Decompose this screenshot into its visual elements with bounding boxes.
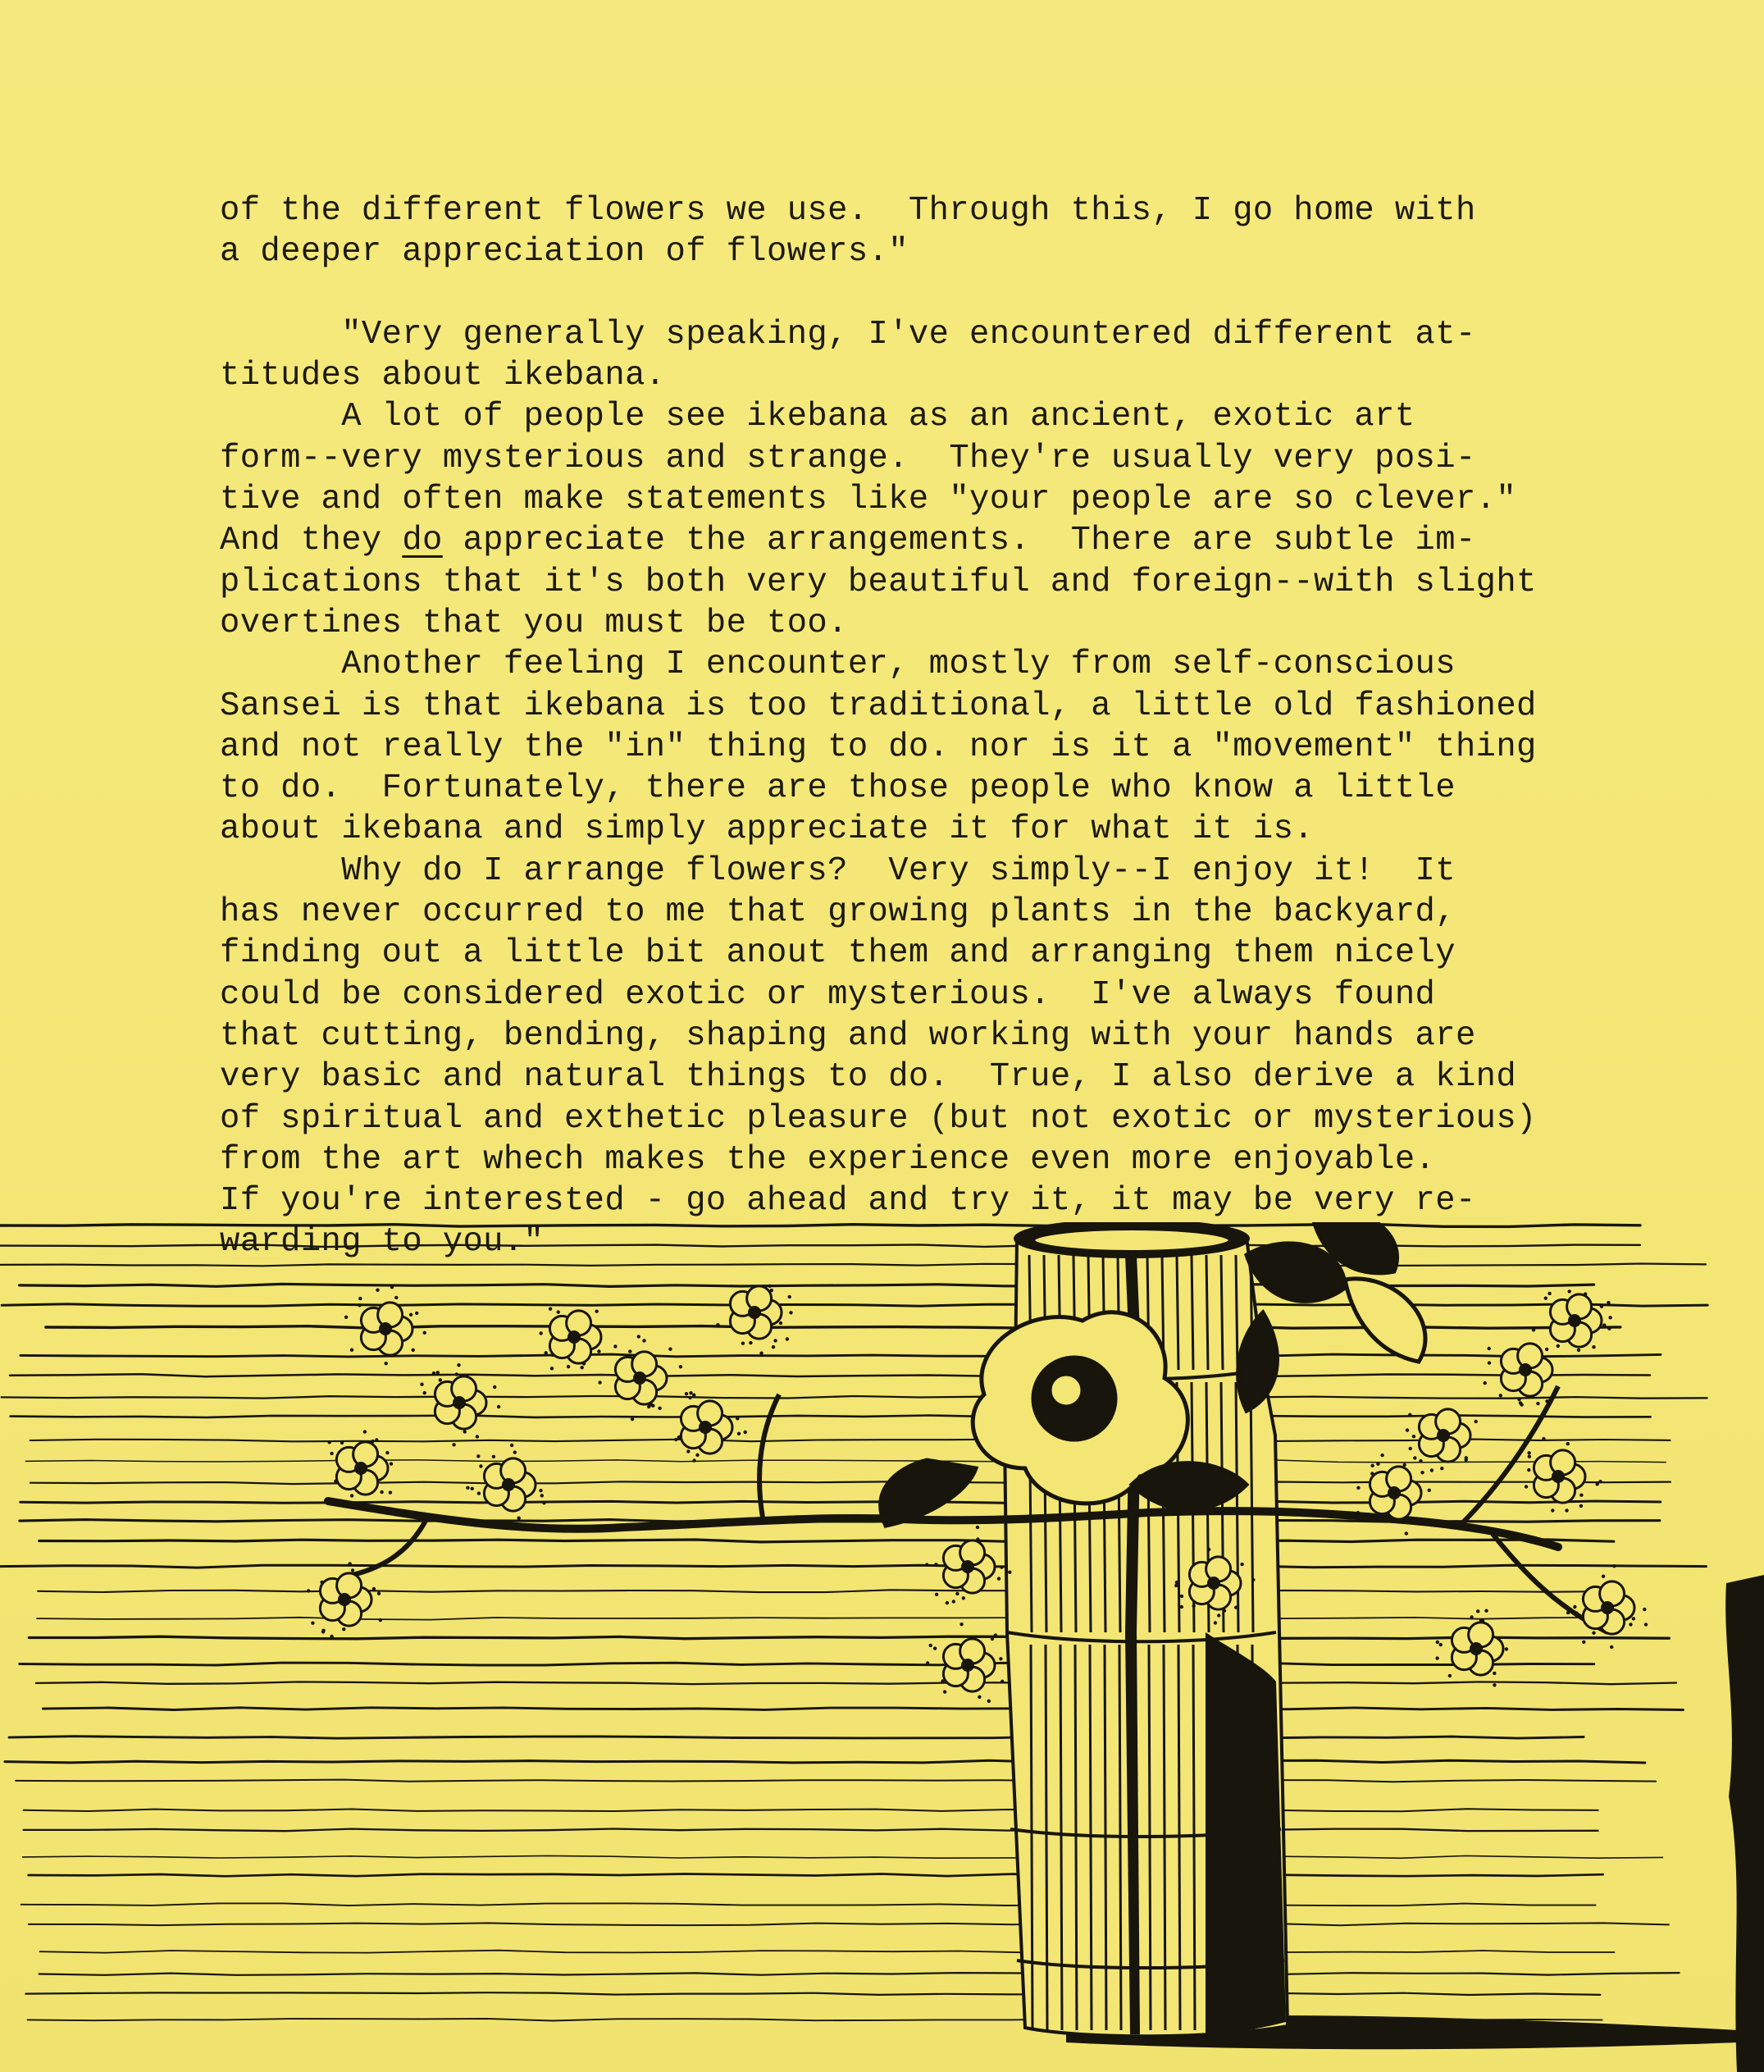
text-line: very basic and natural things to do. True, I also derive a kind — [220, 1058, 1517, 1097]
text-line: A lot of people see ikebana as an ancient, exotic art — [220, 398, 1415, 436]
ikebana-drawing — [0, 1222, 1764, 2072]
wood-grain-line — [9, 1737, 1584, 1739]
text-line: titudes about ikebana. — [220, 357, 666, 395]
wood-grain-line — [36, 1682, 1676, 1684]
vase-dark-side — [1206, 1632, 1286, 2034]
wood-grain-line — [39, 1540, 1614, 1542]
wood-grain-line — [25, 1992, 1600, 1995]
plum-twig-upper — [759, 1394, 779, 1517]
wood-grain-line — [10, 1374, 1650, 1376]
wood-grain-line — [43, 1708, 1683, 1710]
wood-grain-line — [5, 1760, 1645, 1763]
text-line: and not really the "in" thing to do. nor is it a "movement" thing — [220, 728, 1537, 766]
text-line: a deeper appreciation of flowers." — [220, 233, 909, 272]
text-line: of spiritual and exthetic pleasure (but not exotic or mysterious) — [220, 1099, 1537, 1138]
text-segment: appreciate the arrangements. There are subtle im- — [442, 522, 1476, 560]
text-line: finding out a little bit anout them and arranging them nicely — [220, 934, 1456, 973]
plum-blossom — [344, 1285, 426, 1365]
wood-grain-line — [21, 1903, 1596, 1905]
text-line: could be considered exotic or mysterious. I've always found — [220, 975, 1436, 1014]
wood-grain-line — [2, 1304, 1707, 1307]
plum-blossom — [926, 1622, 1005, 1703]
plum-blossom — [540, 1308, 618, 1371]
wood-grain-line — [0, 1565, 1706, 1568]
plum-blossom — [1484, 1328, 1559, 1407]
plum-blossom — [466, 1444, 546, 1520]
text-line: overtines that you must be too. — [220, 604, 848, 642]
text-line: form--very mysterious and strange. They're usually very posi- — [220, 439, 1476, 477]
wood-grain-line — [11, 1416, 1651, 1418]
wood-grain-line — [23, 1855, 1663, 1858]
text-line: If you're interested - go ahead and try it, it may be very re- — [220, 1182, 1476, 1221]
wood-grain-line — [24, 1809, 1598, 1811]
text-line: Another feeling I encounter, mostly from self-conscious — [220, 646, 1456, 684]
body-text — [220, 190, 1565, 1263]
wood-grain-line — [24, 1829, 1598, 1832]
paragraph-gap — [220, 273, 1565, 314]
text-line: plications that it's both very beautiful and foreign--with slight — [220, 563, 1537, 601]
text-line: has never occurred to me that growing plants in the backyard, — [220, 893, 1456, 932]
plum-blossom — [328, 1430, 394, 1497]
wood-grain-line — [38, 1590, 1612, 1592]
plum-blossom — [1544, 1289, 1612, 1352]
wood-grain-line — [0, 1264, 1706, 1266]
plum-blossom — [1406, 1409, 1478, 1475]
plum-blossom — [307, 1562, 382, 1638]
wood-grain-line — [16, 1780, 1656, 1782]
text-line: about ikebana and simply appreciate it for what it is. — [220, 810, 1315, 849]
text-line: tive and often make statements like "your people are so clever." — [220, 481, 1517, 519]
text-line: to do. Fortunately, there are those people who know a little — [220, 769, 1456, 808]
wood-grain-line — [29, 1636, 1669, 1639]
text-segment: And they — [220, 522, 403, 560]
wood-grain-line — [39, 1973, 1680, 1975]
wood-grain-line — [2, 1396, 1707, 1399]
plum-blossoms — [307, 1285, 1648, 1703]
plum-blossom — [598, 1335, 682, 1421]
torn-edge — [1725, 1575, 1764, 2072]
wood-grain-line — [29, 1874, 1603, 1877]
plum-blossom — [1566, 1564, 1648, 1649]
wood-grain-line — [40, 1951, 1615, 1953]
underlined-word: do — [402, 522, 443, 560]
plum-blossom — [674, 1391, 747, 1463]
wood-grain-line — [37, 1618, 1611, 1620]
text-line: that cutting, bending, shaping and working with your hands are — [220, 1016, 1476, 1055]
wood-grain-line — [29, 1923, 1669, 1925]
wood-grain-line — [20, 1663, 1594, 1665]
table-wood-grain — [0, 1225, 1707, 2021]
wood-grain-line — [0, 1225, 1640, 1227]
text-line: "Very generally speaking, I've encountered different at- — [220, 315, 1476, 354]
text-line: from the art whech makes the experience even more enjoyable. — [220, 1140, 1436, 1179]
text-line: Sansei is that ikebana is too traditional, a little old fashioned — [220, 687, 1537, 725]
ikebana-illustration — [0, 1222, 1764, 2072]
text-line: warding to you." — [220, 1223, 545, 1262]
wood-grain-line — [30, 1481, 1671, 1484]
text-line: of the different flowers we use. Through this, I go home with — [220, 192, 1476, 230]
plum-blossom — [716, 1285, 793, 1355]
plum-blossom — [1435, 1609, 1508, 1687]
text-line — [220, 520, 1565, 561]
text-line: Why do I arrange flowers? Very simply--I enjoy it! It — [220, 851, 1456, 890]
